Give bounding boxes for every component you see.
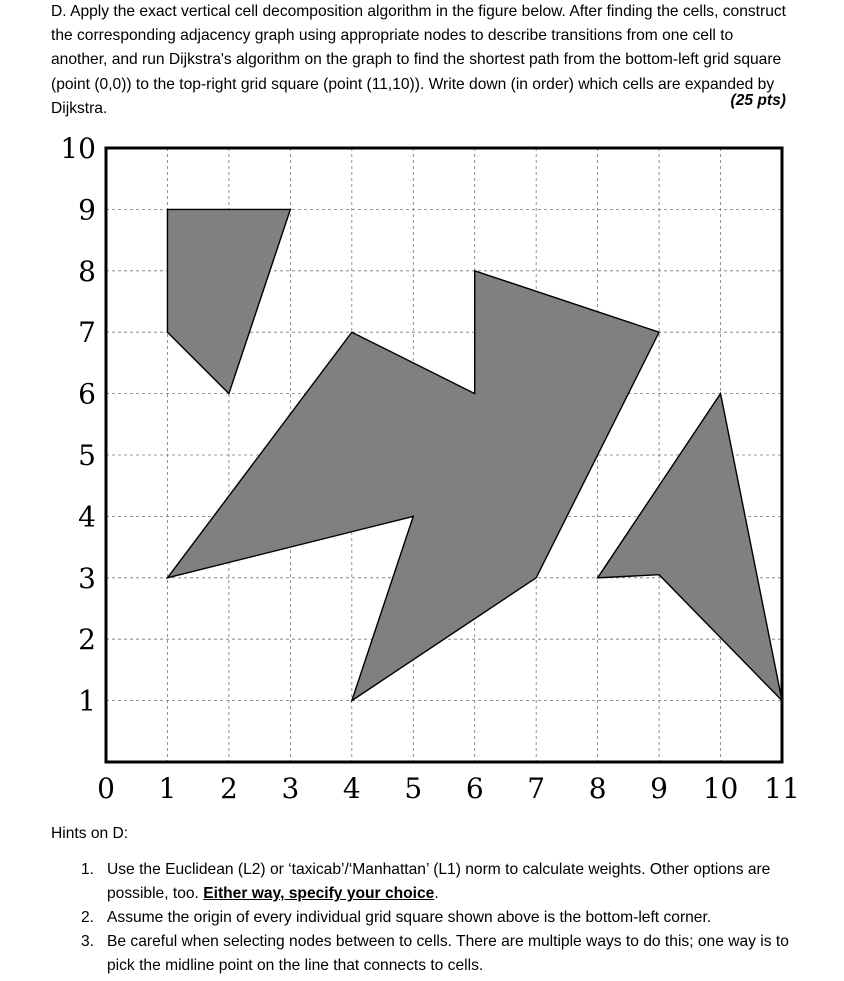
hint-text-end: . xyxy=(434,885,439,902)
y-tick-label: 1 xyxy=(78,684,96,718)
x-tick-label: 5 xyxy=(404,772,423,805)
y-tick-label: 5 xyxy=(78,439,96,472)
y-tick-label: 7 xyxy=(78,316,96,350)
hints-section xyxy=(51,822,811,978)
x-tick-label: 10 xyxy=(702,772,739,805)
obstacle-3 xyxy=(598,394,782,701)
hint-emphasis: Either way, specify your choice xyxy=(203,885,435,902)
hint-item xyxy=(78,858,811,906)
hint-number: 2. xyxy=(81,909,95,926)
hint-item xyxy=(78,930,811,978)
y-tick-label: 10 xyxy=(60,132,96,165)
hint-text-part: Use the Euclidean (L2) or ‘taxicab’/‘Manhattan’ (L1) norm to calculate weights. Other options are possible, too. xyxy=(107,861,771,902)
x-tick-labels xyxy=(97,772,800,805)
x-tick-label: 7 xyxy=(527,772,546,805)
x-tick-label: 8 xyxy=(588,772,607,805)
y-tick-labels xyxy=(60,132,96,718)
y-tick-label: 2 xyxy=(78,623,96,657)
hints-list xyxy=(51,858,811,978)
obstacle-1 xyxy=(167,209,290,393)
x-tick-label: 9 xyxy=(650,772,669,805)
y-tick-label: 4 xyxy=(78,500,96,534)
points-label: (25 pts) xyxy=(730,92,786,109)
y-tick-label: 6 xyxy=(78,377,96,411)
x-tick-label: 11 xyxy=(764,772,800,805)
hint-text: Assume the origin of every individual grid square shown above is the bottom-left corner. xyxy=(107,909,712,926)
x-tick-label: 6 xyxy=(465,772,484,805)
x-tick-label: 1 xyxy=(158,772,177,805)
hint-item xyxy=(78,906,811,930)
x-tick-label: 4 xyxy=(342,772,361,805)
x-tick-label: 3 xyxy=(281,772,300,805)
x-tick-label: 2 xyxy=(219,772,238,805)
hints-title: Hints on D: xyxy=(51,825,129,842)
hint-number: 1. xyxy=(81,861,95,878)
hint-number: 3. xyxy=(81,933,95,950)
y-tick-label: 9 xyxy=(78,193,96,227)
question-body: D. Apply the exact vertical cell decomposition algorithm in the figure below. After finding the cells, construct the corresponding adjacency graph using appropriate nodes to describe transitions from one cell to another, and run Dijkstra's algorithm on the graph to find the shortest path from the bottom-left grid square (point (0,0)) to the top-right grid square (point (11,10)). Write down (in order) which cells are expanded by Dijkstra. xyxy=(51,3,787,117)
hint-text xyxy=(107,858,811,906)
y-tick-label: 8 xyxy=(78,254,96,288)
x-tick-label: 0 xyxy=(97,772,115,805)
obstacles xyxy=(167,209,782,700)
hint-text: Be careful when selecting nodes between to cells. There are multiple ways to do this; one way is to pick the midline point on the line that connects to cells. xyxy=(107,933,789,974)
y-tick-label: 3 xyxy=(78,561,96,595)
